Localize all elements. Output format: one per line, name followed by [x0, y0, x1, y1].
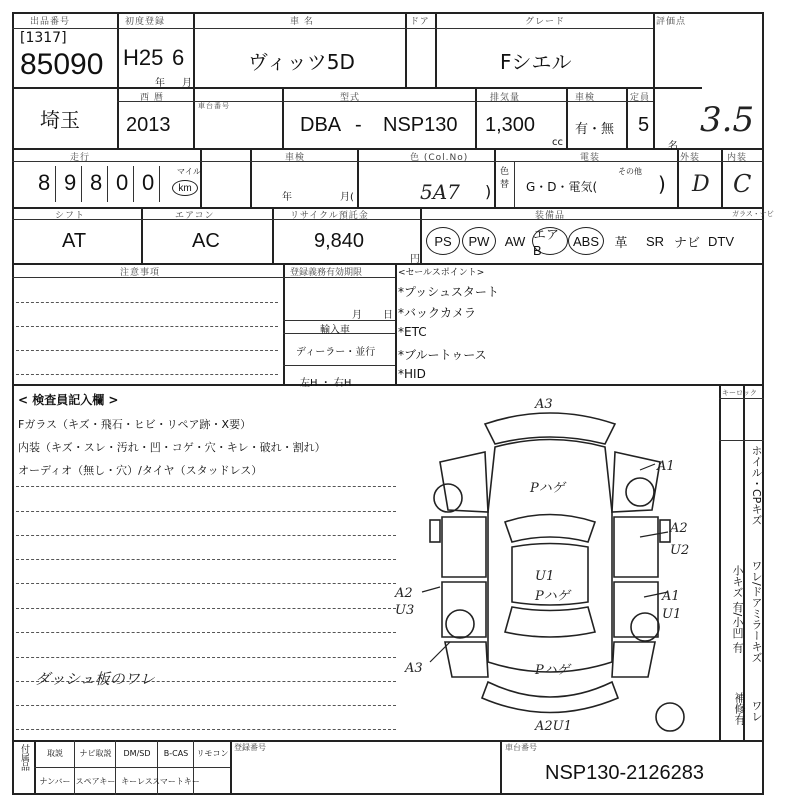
damage-mark: U1 [662, 607, 682, 622]
exterior-grade: D [692, 172, 710, 197]
inspection-label: 車検 [575, 93, 596, 103]
electric-other: その他 [618, 167, 642, 176]
mileage-label: 走行 [70, 153, 91, 163]
displacement: 1,300 [485, 114, 536, 136]
col-divider [357, 148, 359, 207]
row-divider [12, 384, 764, 386]
left-door-front [442, 517, 486, 577]
damage-mark: A1 [662, 589, 680, 604]
exterior-label: 外装 [680, 153, 701, 163]
col-divider [193, 12, 195, 87]
chassis-number: NSP130-2126283 [545, 762, 705, 784]
damage-mark: U1 [535, 569, 555, 584]
side-note-1c: ワレ [750, 700, 763, 722]
color-close: ) [485, 182, 492, 201]
interior-label: 内装 [727, 153, 748, 163]
equipment-4: ABS [568, 227, 604, 255]
color-change-label: 色替 [500, 167, 510, 190]
electric-label: 電装 [580, 153, 601, 163]
col-divider [626, 87, 628, 148]
left-door-rear [442, 582, 486, 637]
wheel-rear-left [446, 610, 474, 638]
accessories-title: 付属品 [19, 744, 29, 771]
col-divider [272, 207, 274, 263]
year-unit: 年 [155, 78, 165, 89]
chassis-label-small: 車台番号 [198, 102, 230, 110]
evaluation-score: 3.5 [700, 100, 755, 140]
rear-window [505, 607, 595, 637]
side-note-3: 補修有 [733, 692, 746, 725]
windshield [505, 515, 595, 543]
reg-month-unit: 月 [352, 310, 362, 321]
col-divider [719, 384, 721, 740]
month-unit: 月 [182, 78, 192, 89]
import-value: ディーラー・並行 [296, 347, 376, 358]
col-divider [230, 740, 232, 795]
col-divider [200, 148, 202, 207]
equipment-8: DTV [708, 233, 734, 249]
equipment-5: 革 [614, 234, 628, 250]
mileage-digit: 9 [64, 170, 77, 195]
equipment-3: エアB [532, 227, 568, 255]
row-divider [12, 148, 764, 150]
equipment-extra-label: ガラス・ナビ [732, 210, 774, 218]
accessory-label: キーレス [121, 776, 153, 786]
aircon-label: エアコン [175, 211, 215, 221]
mileage-digit: 8 [38, 170, 51, 195]
damage-mark: A2 [670, 521, 688, 536]
col-divider [117, 12, 119, 148]
color-label: 色 (Col.No) [410, 153, 469, 163]
model-prefix: DBA [300, 114, 342, 136]
inspector-line: 内装（キズ・スレ・汚れ・凹・コゲ・穴・キレ・破れ・割れ） [18, 441, 326, 454]
displacement-unit: cc [552, 137, 563, 148]
left-mirror [430, 520, 440, 542]
steering: 左H ・ 右H [300, 378, 352, 389]
label-strip [12, 28, 653, 29]
western-year-label: 西 暦 [140, 93, 164, 103]
col-divider [721, 148, 723, 207]
col-divider [250, 148, 252, 207]
accessory-label: スペアキー [75, 776, 116, 786]
shift-label: シフト [55, 211, 86, 221]
km-unit-circled: km [172, 180, 198, 196]
mileage-digit: 0 [142, 170, 155, 195]
chassis-no-label: 車台番号 [505, 743, 537, 752]
recycle-label: リサイクル預託金 [290, 211, 369, 221]
col-divider [500, 740, 502, 795]
damage-mark: U3 [395, 603, 415, 618]
side-note-2: 小キズ 有/小凹 有 [731, 565, 744, 653]
vehicle-grade: Fシエル [500, 50, 572, 74]
right-door-rear [614, 582, 658, 637]
first-reg-era: H25 [123, 45, 164, 70]
right-rear-fender [612, 642, 655, 677]
damage-mark: Pハゲ [535, 589, 570, 604]
damage-mark: U2 [670, 543, 690, 558]
capacity-label: 定員 [630, 93, 651, 103]
expiry-month-unit: 月( [340, 192, 354, 203]
key-lock-label: キーロック [722, 389, 757, 397]
handwritten-note: ダッシュ板のワレ [35, 670, 155, 688]
mileage-unit-mile: マイル [177, 167, 201, 176]
accessory-label: B-CAS [163, 748, 189, 758]
label-strip [12, 161, 764, 162]
doors-label: ドア [410, 17, 430, 27]
accessory-label: スマートキー [152, 776, 200, 786]
side-note-1b: ワレ/ドアミラーキズ [750, 560, 763, 663]
sales-point: *プッシュスタート [398, 285, 499, 299]
col-divider [566, 87, 568, 148]
inspection-expiry-label: 車検 [285, 153, 306, 163]
accessory-label: ナビ取説 [79, 748, 112, 758]
first-reg-month: 6 [172, 45, 185, 70]
col-divider [494, 148, 496, 207]
lot-session: [1317] [20, 30, 67, 46]
reg-no-label: 登録番号 [234, 743, 266, 752]
damage-mark: A2U1 [535, 719, 572, 734]
displacement-label: 排気量 [490, 93, 521, 103]
damage-mark: A3 [535, 397, 553, 412]
sales-point: *バックカメラ [398, 306, 477, 320]
western-year: 2013 [126, 114, 171, 136]
model-label: 車 名 [290, 17, 314, 27]
reg-expiry-label: 登録義務有効期限 [290, 268, 363, 278]
side-note-1: ホイル・CPキズ [750, 445, 763, 526]
mileage-digit: 8 [90, 170, 103, 195]
shift-value: AT [62, 230, 87, 252]
rear-bumper [482, 682, 618, 713]
sales-points-label: <セールスポイント> [398, 268, 485, 278]
expiry-year-unit: 年 [282, 192, 292, 203]
accessory-label: ナンバー [39, 776, 71, 786]
col-divider [475, 87, 477, 148]
damage-mark: A2 [395, 586, 413, 601]
row-divider [12, 87, 702, 89]
col-divider [282, 87, 284, 148]
model-type-label: 型式 [340, 93, 361, 103]
sales-point: *ETC [398, 325, 427, 339]
right-mirror [660, 520, 670, 542]
equipment-0: PS [426, 227, 460, 255]
inspector-line: オーディオ（無し・穴）/タイヤ（スタッドレス） [18, 464, 263, 477]
color-code: 5A7 [420, 180, 460, 204]
model-dash: - [355, 114, 362, 136]
recycle-unit: 円 [410, 254, 420, 265]
col-divider [420, 207, 422, 263]
right-door-front [614, 517, 658, 577]
sales-point: *ブルートゥース [398, 348, 487, 362]
reg-day-unit: 日 [383, 310, 393, 321]
electric-options: G・D・電気( [526, 180, 598, 194]
electric-close: ) [658, 172, 666, 196]
damage-mark: A3 [405, 661, 423, 676]
region: 埼玉 [40, 108, 80, 132]
lot-number: 85090 [20, 48, 104, 81]
sales-point: *HID [398, 367, 426, 381]
equipment-label: 装備品 [535, 211, 566, 221]
damage-mark: A1 [657, 459, 675, 474]
label-strip [12, 219, 764, 220]
wheel-front-right [626, 478, 654, 506]
interior-grade: C [733, 170, 752, 198]
left-rear-fender [445, 642, 488, 677]
equipment-6: SR [645, 233, 665, 249]
col-divider [405, 12, 407, 87]
col-divider [395, 263, 397, 384]
inspector-notes-title: < 検査員記入欄 > [18, 393, 119, 407]
grade-label: グレード [525, 17, 566, 27]
car-diagram [395, 392, 718, 737]
remarks-label: 注意事項 [120, 268, 161, 278]
col-divider [653, 12, 655, 148]
col-divider [435, 12, 437, 87]
recycle-fee: 9,840 [314, 230, 365, 252]
damage-mark: Pハゲ [530, 481, 565, 496]
damage-mark: Pハゲ [535, 663, 570, 678]
capacity-unit: 名 [668, 141, 678, 152]
import-label: 輸入車 [320, 325, 350, 336]
left-front-fender [440, 452, 488, 512]
equipment-2: AW [504, 233, 526, 249]
right-front-fender [612, 452, 660, 512]
inspector-line: Fガラス（キズ・飛石・ヒビ・リペア跡・X要） [18, 418, 252, 431]
evaluation-label: 評価点 [656, 17, 687, 27]
accessory-label: 取説 [47, 748, 63, 758]
col-divider [677, 148, 679, 207]
col-divider [743, 384, 745, 740]
mileage-digit: 0 [116, 170, 129, 195]
inspection-choice: 有・無 [575, 122, 615, 137]
vehicle-name: ヴィッツ5D [248, 50, 355, 74]
model-code: NSP130 [383, 114, 458, 136]
capacity: 5 [638, 114, 650, 136]
equipment-1: PW [462, 227, 496, 255]
col-divider [141, 207, 143, 263]
accessory-label: DM/SD [123, 748, 151, 758]
row-divider [12, 207, 764, 209]
aircon-value: AC [192, 230, 220, 252]
first-reg-label: 初度登録 [125, 17, 166, 27]
equipment-7: ナビ [673, 234, 700, 250]
col-divider [193, 87, 195, 148]
accessory-label: リモコン [196, 748, 229, 758]
lot-label: 出品番号 [30, 17, 71, 27]
spare-wheel [656, 703, 684, 731]
